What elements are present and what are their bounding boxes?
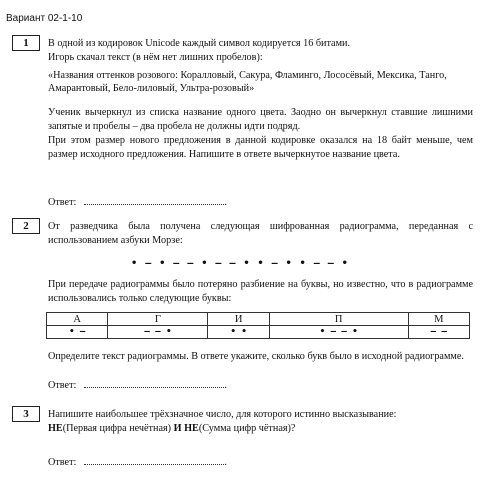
task-3-and: И — [173, 422, 182, 434]
morse-table-codes-row — [47, 326, 470, 339]
task-2-p1: От разведчика была получена следующая шифрованная радиограмма, переданная с использованием азбуки Морзе: — [48, 221, 473, 246]
task-1-answer-field[interactable] — [84, 195, 224, 205]
morse-table — [46, 312, 470, 339]
task-3-condition — [48, 422, 473, 436]
task-3-text — [48, 408, 473, 436]
task-1-text — [48, 37, 473, 161]
variant-label: Вариант 02-1-10 — [6, 13, 83, 24]
task-3-p1: Напишите наибольшее трёхзначное число, для которого истинно высказывание: — [48, 409, 397, 420]
task-3-cond-1: (Первая цифра нечётная) — [62, 422, 172, 434]
task-3-answer-label: Ответ: — [48, 457, 77, 468]
morse-table-code: • – – • — [269, 326, 408, 339]
morse-table-letter: Г — [108, 313, 208, 326]
morse-table-letters-row — [47, 313, 470, 326]
task-3-not-1: НЕ — [48, 422, 63, 434]
task-2-answer-field[interactable] — [84, 378, 224, 388]
morse-message: • – • – – • – – • • – • • – – • — [131, 258, 349, 269]
task-1-p4: При этом размер нового предложения в данной кодировке оказался на 18 байт меньше, чем размер исходного предложения. Напишите в ответе вычеркнутое название цвета. — [48, 134, 473, 160]
task-2-answer: Ответ: . — [48, 380, 227, 391]
morse-table-letter: М — [408, 313, 470, 326]
morse-table-code: – – • — [108, 326, 208, 339]
task-3-answer-field[interactable] — [84, 455, 224, 465]
morse-table-letter: П — [269, 313, 408, 326]
task-1-p2: Игорь скачал текст (в нём нет лишних пробелов): — [48, 51, 263, 63]
task-1-answer-label: Ответ: — [48, 197, 77, 208]
morse-table-code: – – — [408, 326, 470, 339]
task-2-number: 2 — [12, 218, 40, 234]
task-3-not-2: НЕ — [184, 422, 199, 434]
morse-table-letter: И — [208, 313, 269, 326]
morse-table-code: • – — [47, 326, 108, 339]
task-2-p2: При передаче радиограммы было потеряно разбиение на буквы, но известно, что в радиограмме использовались только следующие буквы: — [48, 279, 473, 304]
task-1-number: 1 — [12, 35, 40, 51]
task-1-answer: Ответ: . — [48, 197, 227, 208]
task-2-answer-label: Ответ: — [48, 380, 77, 391]
task-1-p3: Ученик вычеркнул из списка название одного цвета. Заодно он вычеркнул ставшие лишними запятые и пробелы – два пробела не должны идти подряд. — [48, 107, 473, 132]
task-1-p1: В одной из кодировок Unicode каждый символ кодируется 16 битами. — [48, 38, 351, 49]
task-1-quote: «Названия оттенков розового: Коралловый, Сакура, Фламинго, Лососёвый, Мексика, Танго, Амарантовый, Бело-лиловый, Ультра-розовый» — [48, 69, 447, 95]
task-3-number: 3 — [12, 406, 40, 422]
morse-table-code: • • — [208, 326, 269, 339]
task-3-answer: Ответ: . — [48, 457, 227, 468]
morse-table-letter: А — [47, 313, 108, 326]
task-3-cond-2: (Сумма цифр чётная)? — [198, 422, 296, 434]
task-2-p3: Определите текст радиограммы. В ответе укажите, сколько букв было в исходной радиограмме. — [48, 351, 464, 362]
